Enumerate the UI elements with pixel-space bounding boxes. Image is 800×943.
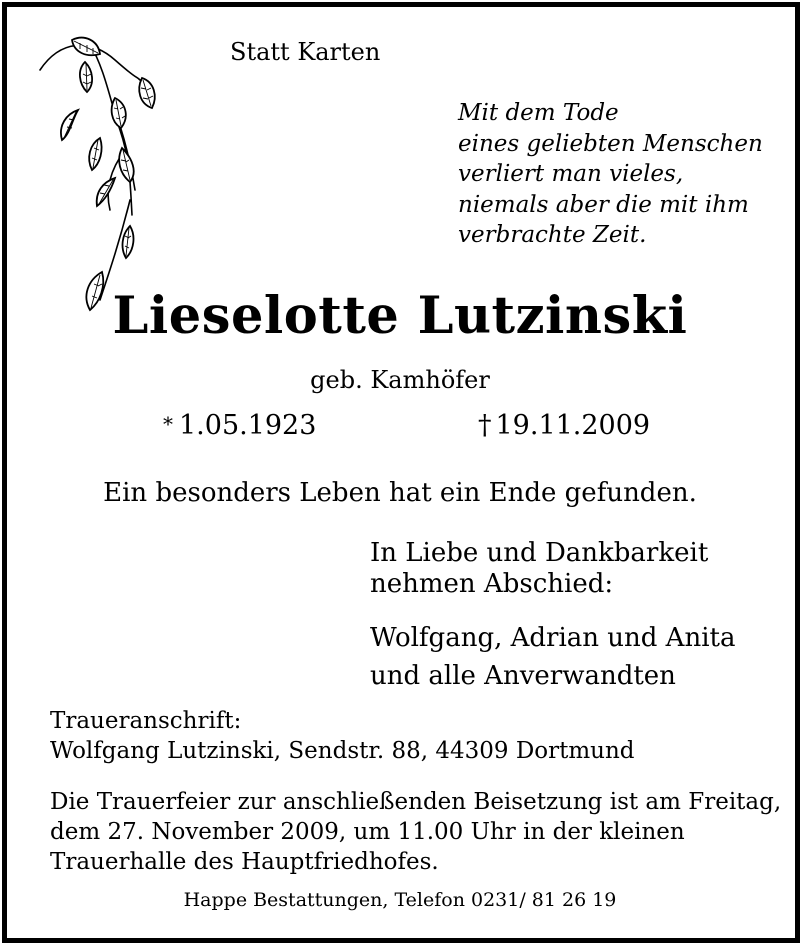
mourners	[370, 619, 735, 695]
poem-line: verliert man vieles,	[458, 161, 684, 187]
death-cross-icon: †	[478, 410, 492, 441]
birth-date-line	[163, 410, 316, 441]
farewell-line: In Liebe und Dankbarkeit	[370, 538, 709, 568]
mourners-relatives: und alle Anverwandten	[370, 661, 676, 691]
farewell-line: nehmen Abschied:	[370, 569, 614, 599]
ceremony-info	[50, 787, 781, 877]
mourners-names: Wolfgang, Adrian und Anita	[370, 623, 736, 653]
undertaker-footer: Happe Bestattungen, Telefon 0231/ 81 26 19	[183, 889, 617, 911]
address-text: Wolfgang Lutzinski, Sendstr. 88, 44309 Dortmund	[50, 738, 635, 764]
mourning-address	[50, 706, 635, 766]
birch-branch-icon	[30, 30, 180, 330]
death-date-line	[478, 410, 650, 441]
death-date: 19.11.2009	[495, 410, 651, 441]
poem-line: verbrachte Zeit.	[458, 222, 647, 248]
birth-date: 1.05.1923	[179, 410, 317, 441]
maiden-name: geb. Kamhöfer	[310, 366, 490, 394]
address-label: Traueranschrift:	[50, 708, 242, 734]
poem-line: eines geliebten Menschen	[458, 130, 763, 157]
ceremony-line: dem 27. November 2009, um 11.00 Uhr in der kleinen	[50, 819, 685, 845]
statt-karten-heading: Statt Karten	[230, 38, 381, 66]
poem-line: Mit dem Tode	[458, 100, 619, 126]
ceremony-line: Die Trauerfeier zur anschließenden Beisetzung ist am Freitag,	[50, 789, 782, 815]
farewell-text	[370, 538, 708, 600]
poem-line: niemals aber die mit ihm	[458, 191, 749, 218]
deceased-name: Lieselotte Lutzinski	[112, 286, 688, 346]
poem	[458, 98, 763, 251]
birth-star-icon: *	[163, 412, 173, 436]
motto: Ein besonders Leben hat ein Ende gefunden.	[103, 478, 697, 508]
ceremony-line: Trauerhalle des Hauptfriedhofes.	[50, 849, 439, 875]
